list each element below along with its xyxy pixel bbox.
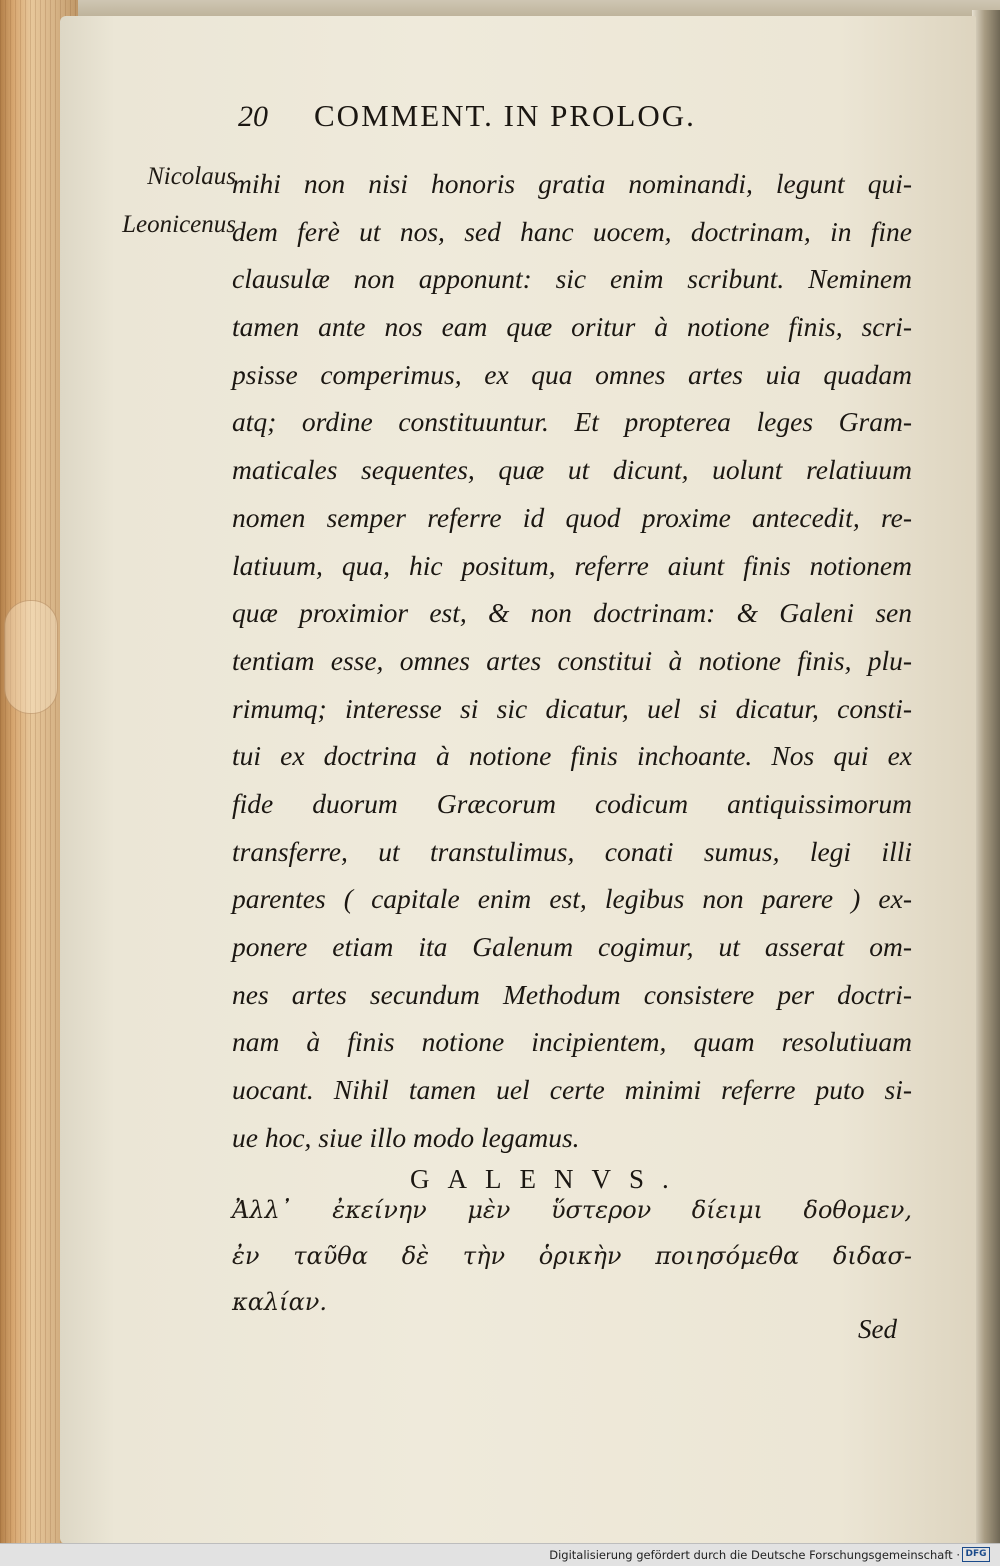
running-head-title: COMMENT. IN PROLOG. [314,98,696,133]
text-line: ue hoc, siue illo modo legamus. [232,1121,580,1153]
text-line: tui ex doctrina à notione finis inchoante. Nos qui ex [232,740,912,772]
running-header [238,98,838,138]
book-binding-edge [972,10,1000,1545]
page-number: 20 [238,100,268,133]
text-line: parentes ( capitale enim est, legibus non parere ) ex- [232,883,912,915]
text-line: transferre, ut transtulimus, conati sumus, legi illi [232,835,912,867]
greek-line: ἐν ταῦθα δὲ τὴν ὁρικὴν ποιησόμεθα διδασ- [232,1242,912,1270]
text-line: quæ proximior est, & non doctrinam: & Galeni sen [232,597,912,629]
text-line: tentiam esse, omnes artes constitui à notione finis, plu- [232,644,912,676]
text-line: nam à finis notione incipientem, quam resolutiuam [232,1026,912,1058]
text-line: clausulæ non apponunt: sic enim scribunt. Neminem [232,263,912,295]
text-line: uocant. Nihil tamen uel certe minimi referre puto si- [232,1074,912,1106]
text-line: psisse comperimus, ex qua omnes artes uia quadam [232,358,912,390]
dfg-logo-icon: DFG [962,1547,990,1562]
digitization-credit: Digitalisierung gefördert durch die Deutsche Forschungsgemeinschaft · [549,1548,960,1562]
text-line: latiuum, qua, hic positum, referre aiunt finis notionem [232,549,912,581]
text-line: fide duorum Græcorum codicum antiquissimorum [232,787,912,819]
body-text [232,160,912,1161]
greek-line: καλίαν. [232,1288,327,1316]
book-clasp [4,600,58,714]
margin-note-first: Nicolaus [147,163,236,190]
text-line: atq; ordine constituuntur. Et propterea leges Gram- [232,406,912,438]
text-line: nomen semper referre id quod proxime antecedit, re- [232,501,912,533]
catchword: Sed [858,1314,897,1344]
text-line: mihi non nisi honoris gratia nominandi, legunt qui- [232,168,912,199]
greek-line: Ἀλλ᾽ ἐκείνην μὲν ὕστερον δίειμι δοθομεν, [232,1196,912,1224]
text-line: maticales sequentes, quæ ut dicunt, uolunt relatiuum [232,454,912,486]
text-line: nes artes secundum Methodum consistere per doctri- [232,978,912,1010]
text-line: rimumq; interesse si sic dicatur, uel si dicatur, consti- [232,692,912,724]
text-line: dem ferè ut nos, sed hanc uocem, doctrinam, in fine [232,215,912,247]
section-heading: GALENVS. [410,1164,687,1194]
footer-bar [0,1543,1000,1566]
text-line: ponere etiam ita Galenum cogimur, ut asserat om- [232,931,912,962]
margin-note-second: Leonicenus [122,211,236,238]
text-line: tamen ante nos eam quæ oritur à notione finis, scri- [232,311,912,343]
